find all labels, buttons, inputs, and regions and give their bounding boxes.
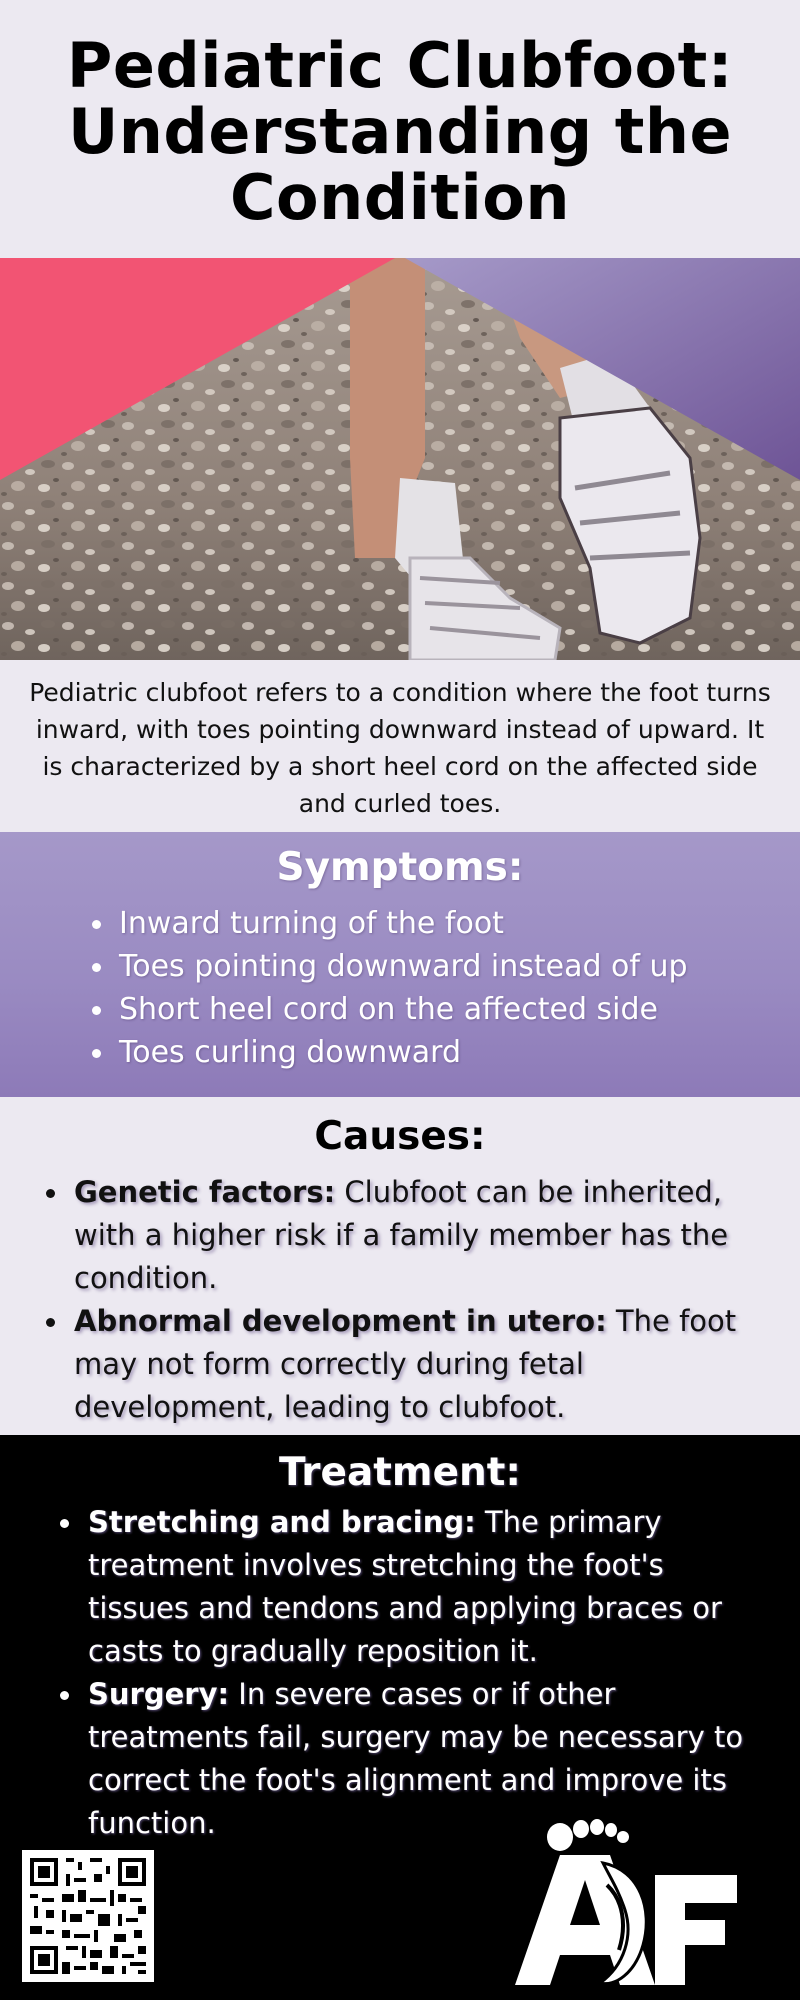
qr-code-icon[interactable]	[22, 1850, 154, 1982]
treatment-term: Surgery:	[88, 1677, 230, 1711]
child-feet-photo	[0, 258, 800, 660]
symptoms-section	[0, 832, 800, 1097]
title-section	[0, 0, 800, 258]
symptoms-heading: Symptoms:	[276, 845, 524, 890]
cause-text: Clubfoot can be inherited, with a higher risk if a family member has the condition.	[74, 1175, 729, 1295]
cause-term: Genetic factors:	[74, 1175, 336, 1209]
list-item	[46, 1171, 772, 1300]
cause-term: Abnormal development in utero:	[74, 1304, 607, 1338]
causes-list	[0, 1171, 800, 1429]
treatment-term: Stretching and bracing:	[88, 1505, 476, 1539]
hero-image	[0, 258, 800, 660]
intro-paragraph: Pediatric clubfoot refers to a condition where the foot turns inward, with toes pointing downward instead of upward. It is characterized by a short heel cord on the affected side and curled toes.	[0, 660, 800, 832]
list-item: Toes pointing downward instead of up	[92, 945, 800, 988]
causes-section	[0, 1097, 800, 1435]
page-title: Pediatric Clubfoot: Understanding the Condition	[66, 29, 734, 234]
list-item	[46, 1300, 772, 1429]
symptoms-list	[0, 902, 800, 1074]
cause-text: The foot may not form correctly during fetal development, leading to clubfoot.	[74, 1304, 737, 1424]
list-item	[60, 1501, 760, 1673]
list-item: Short heel cord on the affected side	[92, 988, 800, 1031]
list-item: Inward turning of the foot	[92, 902, 800, 945]
causes-heading: Causes:	[314, 1114, 486, 1159]
treatment-list	[0, 1501, 800, 1845]
list-item: Toes curling downward	[92, 1031, 800, 1074]
treatment-heading: Treatment:	[278, 1450, 522, 1495]
footprint-logo-icon	[515, 1815, 740, 1990]
treatment-text: In severe cases or if other treatments fail, surgery may be necessary to correct the foot's alignment and improve its function.	[88, 1677, 744, 1840]
treatment-text: The primary treatment involves stretching the foot's tissues and tendons and applying braces or casts to gradually reposition it.	[88, 1505, 722, 1668]
